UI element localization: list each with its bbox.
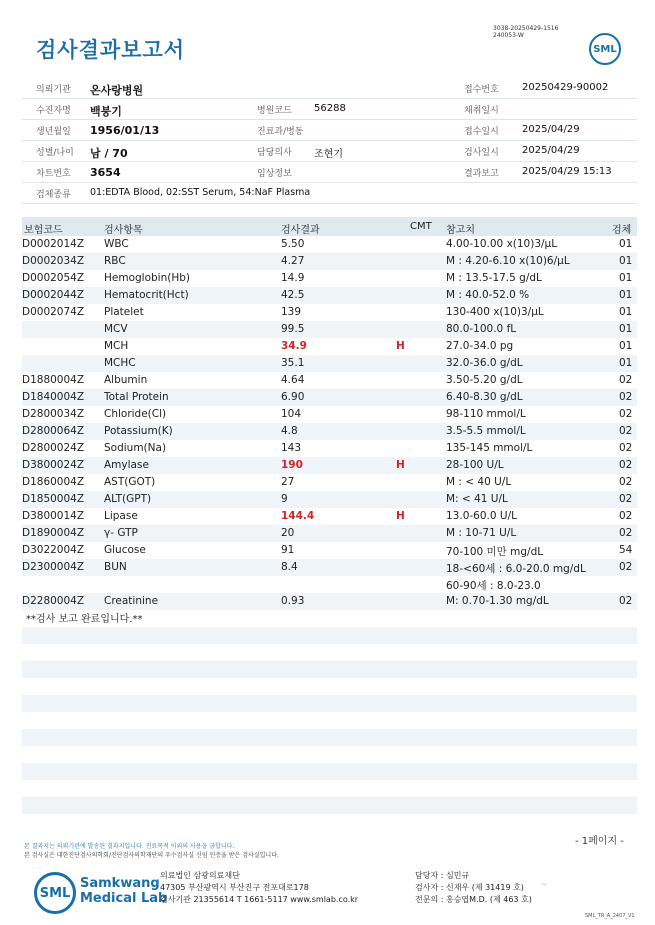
tested-label: 검사일시 <box>464 148 499 158</box>
cell-code: D2800034Z <box>22 408 85 420</box>
cell-result: 4.27 <box>281 255 305 267</box>
cell-code: D1890004Z <box>22 527 85 539</box>
name-label: 수진자명 <box>36 106 71 116</box>
cell-specimen: 02 <box>619 442 633 454</box>
cell-flag: H <box>396 340 405 352</box>
chart-value: 3654 <box>90 166 121 179</box>
cell-reference: 70-100 미만 mg/dL <box>446 546 544 558</box>
cell-result: 4.64 <box>281 374 305 386</box>
table-row <box>22 236 637 253</box>
cell-specimen: 02 <box>619 527 633 539</box>
doctor-value: 조현기 <box>314 149 343 160</box>
cell-result: 4.8 <box>281 425 298 437</box>
document-id <box>493 25 558 39</box>
cell-result: 144.4 <box>281 510 315 522</box>
cell-reference: 4.00-10.00 x(10)3/μL <box>446 238 558 250</box>
cell-reference: M : 10-71 U/L <box>446 527 517 539</box>
table-row <box>22 253 637 270</box>
col-code-header: 보험코드 <box>24 225 63 236</box>
chart-label: 차트번호 <box>36 169 71 179</box>
cell-specimen: 02 <box>619 595 633 607</box>
org-address: 47305 부산광역시 부산진구 전포대로178 <box>160 883 309 892</box>
table-row <box>22 593 637 610</box>
cell-code: D1850004Z <box>22 493 85 505</box>
cell-flag: H <box>396 459 405 471</box>
table-row <box>22 457 637 474</box>
cell-reference: 98-110 mmol/L <box>446 408 526 420</box>
cell-result: 34.9 <box>281 340 307 352</box>
cell-item: Lipase <box>104 510 138 522</box>
cell-item: BUN <box>104 561 127 573</box>
table-row <box>22 559 637 576</box>
cell-result: 104 <box>281 408 302 420</box>
col-specimen-header: 검체 <box>612 225 632 236</box>
cell-reference: 60-90세 : 8.0-23.0 <box>446 580 541 592</box>
cell-item: Platelet <box>104 306 144 318</box>
cell-result: 5.50 <box>281 238 305 250</box>
org-name: 의료법인 삼광의료재단 <box>160 871 240 880</box>
tested-value: 2025/04/29 <box>522 145 580 156</box>
cell-code: D3022004Z <box>22 544 85 556</box>
cell-result: 27 <box>281 476 295 488</box>
cell-result: 0.93 <box>281 595 305 607</box>
cell-result: 9 <box>281 493 288 505</box>
table-row <box>22 270 637 287</box>
cell-code: D0002014Z <box>22 238 85 250</box>
org-contact: 검사기관 21355614 T 1661-5117 www.smlab.co.kr <box>160 895 359 904</box>
cell-specimen: 01 <box>619 289 633 301</box>
cell-specimen: 01 <box>619 272 633 284</box>
info-row <box>22 162 637 183</box>
cell-specimen: 01 <box>619 255 633 267</box>
table-row <box>22 338 637 355</box>
hospital-code-label: 병원코드 <box>257 106 292 116</box>
cell-item: Sodium(Na) <box>104 442 167 454</box>
results-table-body <box>22 236 637 610</box>
table-row <box>22 372 637 389</box>
patient-info <box>22 78 637 204</box>
col-ref-header: 참고치 <box>446 225 475 236</box>
table-row <box>22 304 637 321</box>
footer-sml-logo: SML <box>34 872 76 914</box>
brand-line1: Samkwang <box>80 876 160 891</box>
info-row <box>22 78 637 99</box>
table-row <box>22 440 637 457</box>
cell-item: Potassium(K) <box>104 425 173 437</box>
cell-specimen: 01 <box>619 323 633 335</box>
cell-result: 20 <box>281 527 295 539</box>
received-value: 2025/04/29 <box>522 124 580 135</box>
empty-band <box>22 763 637 780</box>
reported-label: 결과보고 <box>464 169 499 179</box>
doc-id-line1: 3038-20250429-1516 <box>493 25 559 32</box>
footer-notes <box>24 842 279 860</box>
cell-reference: 6.40-8.30 g/dL <box>446 391 523 403</box>
dept-label: 진료과/병동 <box>257 127 304 137</box>
cell-item: RBC <box>104 255 126 267</box>
table-row <box>22 576 637 593</box>
received-label: 접수일시 <box>464 127 499 137</box>
cell-reference: M: 0.70-1.30 mg/dL <box>446 595 549 607</box>
dob-value: 1956/01/13 <box>90 124 160 137</box>
table-row <box>22 406 637 423</box>
cell-reference: 32.0-36.0 g/dL <box>446 357 523 369</box>
cell-specimen: 02 <box>619 476 633 488</box>
empty-band <box>22 729 637 746</box>
sml-logo: SML <box>589 33 621 65</box>
table-row <box>22 525 637 542</box>
table-row <box>22 542 637 559</box>
footer-note-2: 본 검사실은 대한진단검사의학회/진단검사의학재단의 우수검사실 신임 인증을 받은 검사실입니다. <box>24 852 279 859</box>
cell-reference: 27.0-34.0 pg <box>446 340 514 352</box>
cell-item: Amylase <box>104 459 149 471</box>
name-value: 백붕기 <box>90 105 122 118</box>
cell-item: ALT(GPT) <box>104 493 152 505</box>
staff-specialist: 전문의 : 홍승엽M.D. (제 463 호) <box>415 895 532 904</box>
empty-row-bands <box>22 627 637 831</box>
cell-code: D3800014Z <box>22 510 85 522</box>
cell-reference: M : 40.0-52.0 % <box>446 289 530 301</box>
hospital-code-value: 56288 <box>314 103 346 114</box>
cell-item: Creatinine <box>104 595 159 607</box>
col-cmt-header: CMT <box>410 221 432 232</box>
specimen-value: 01:EDTA Blood, 02:SST Serum, 54:NaF Plasma <box>90 187 311 198</box>
info-row <box>22 183 637 204</box>
cell-code: D0002054Z <box>22 272 85 284</box>
cell-code: D1880004Z <box>22 374 85 386</box>
cell-result: 8.4 <box>281 561 298 573</box>
receipt-no-label: 접수번호 <box>464 85 499 95</box>
cell-item: WBC <box>104 238 129 250</box>
cell-result: 6.90 <box>281 391 305 403</box>
institution-value: 온사랑병원 <box>90 84 144 97</box>
cell-specimen: 02 <box>619 510 633 522</box>
cell-result: 139 <box>281 306 302 318</box>
cell-code: D3800024Z <box>22 459 85 471</box>
info-row <box>22 141 637 162</box>
cell-code: D2800024Z <box>22 442 85 454</box>
table-row <box>22 508 637 525</box>
cell-reference: 3.50-5.20 g/dL <box>446 374 523 386</box>
cell-item: Hematocrit(Hct) <box>104 289 189 301</box>
specimen-label: 검체종류 <box>36 190 71 200</box>
info-row <box>22 99 637 120</box>
brand-line2: Medical Lab <box>80 891 168 906</box>
col-result-header: 검사결과 <box>281 225 320 236</box>
cell-result: 99.5 <box>281 323 305 335</box>
cell-specimen: 02 <box>619 374 633 386</box>
footer-staff <box>415 870 532 906</box>
col-item-header: 검사항목 <box>104 225 143 236</box>
table-row <box>22 355 637 372</box>
cell-result: 35.1 <box>281 357 305 369</box>
form-code: SML_TR_A_2407_V1 <box>585 913 635 919</box>
cell-code: D0002044Z <box>22 289 85 301</box>
cell-reference: 18-<60세 : 6.0-20.0 mg/dL <box>446 563 586 575</box>
cell-specimen: 02 <box>619 493 633 505</box>
cell-reference: M: < 41 U/L <box>446 493 508 505</box>
cell-flag: H <box>396 510 405 522</box>
collect-label: 채취일시 <box>464 106 499 116</box>
cell-code: D1840004Z <box>22 391 85 403</box>
empty-band <box>22 627 637 644</box>
staff-manager: 담당자 : 심민규 <box>415 871 470 880</box>
cell-code: D2300004Z <box>22 561 85 573</box>
cell-result: 42.5 <box>281 289 305 301</box>
cell-reference: 3.5-5.5 mmol/L <box>446 425 526 437</box>
cell-specimen: 01 <box>619 340 633 352</box>
sex-age-label: 성별/나이 <box>36 148 74 158</box>
report-title: 검사결과보고서 <box>36 38 186 62</box>
empty-band <box>22 661 637 678</box>
cell-result: 14.9 <box>281 272 305 284</box>
cell-specimen: 02 <box>619 561 633 573</box>
cell-specimen: 02 <box>619 425 633 437</box>
dob-label: 생년월일 <box>36 127 71 137</box>
doc-id-line2: 240053-W <box>493 32 524 39</box>
cell-reference: M : 4.20-6.10 x(10)6/μL <box>446 255 570 267</box>
table-row <box>22 491 637 508</box>
receipt-no-value: 20250429-90002 <box>522 82 609 93</box>
cell-specimen: 01 <box>619 238 633 250</box>
empty-band <box>22 797 637 814</box>
cell-code: D1860004Z <box>22 476 85 488</box>
cell-reference: 80.0-100.0 fL <box>446 323 517 335</box>
cell-result: 190 <box>281 459 303 471</box>
report-complete-note: **검사 보고 완료입니다.** <box>26 614 143 625</box>
cell-reference: 130-400 x(10)3/μL <box>446 306 544 318</box>
table-row <box>22 423 637 440</box>
cell-result: 91 <box>281 544 295 556</box>
cell-code: D0002074Z <box>22 306 85 318</box>
cell-specimen: 01 <box>619 357 633 369</box>
institution-label: 의뢰기관 <box>36 85 71 95</box>
cell-code: D0002034Z <box>22 255 85 267</box>
cell-result: 143 <box>281 442 302 454</box>
cell-reference: M : 13.5-17.5 g/dL <box>446 272 542 284</box>
staff-tester: 검사자 : 신재우 (제 31419 호) <box>415 883 524 892</box>
doctor-label: 담당의사 <box>257 148 292 158</box>
cell-specimen: 02 <box>619 459 633 471</box>
reported-value: 2025/04/29 15:13 <box>522 166 612 177</box>
cell-reference: 13.0-60.0 U/L <box>446 510 517 522</box>
cell-item: MCH <box>104 340 129 352</box>
table-row <box>22 389 637 406</box>
cell-item: Total Protein <box>104 391 169 403</box>
footer-brand <box>80 876 167 906</box>
cell-specimen: 54 <box>619 544 633 556</box>
cell-code: D2280004Z <box>22 595 85 607</box>
cell-specimen: 02 <box>619 391 633 403</box>
cell-reference: M : < 40 U/L <box>446 476 512 488</box>
table-row <box>22 287 637 304</box>
cell-item: MCHC <box>104 357 136 369</box>
cell-item: Albumin <box>104 374 148 386</box>
footer-address <box>160 870 358 906</box>
cell-code: D2800064Z <box>22 425 85 437</box>
cell-item: MCV <box>104 323 128 335</box>
table-row <box>22 474 637 491</box>
footer-note-1: 본 결과지는 의뢰기관에 발송된 결과지입니다. 진료목적 이외의 사용을 금합니다. <box>24 843 235 850</box>
table-row <box>22 321 637 338</box>
sex-age-value: 남 / 70 <box>90 147 128 160</box>
cell-item: Hemoglobin(Hb) <box>104 272 191 284</box>
cell-specimen: 02 <box>619 408 633 420</box>
cell-reference: 135-145 mmol/L <box>446 442 533 454</box>
cell-reference: 28-100 U/L <box>446 459 504 471</box>
cell-item: Glucose <box>104 544 146 556</box>
results-table-header <box>22 217 637 236</box>
cell-item: γ- GTP <box>104 527 138 539</box>
info-row <box>22 120 637 141</box>
empty-band <box>22 695 637 712</box>
cell-item: AST(GOT) <box>104 476 156 488</box>
cell-specimen: 01 <box>619 306 633 318</box>
clinical-label: 임상정보 <box>257 169 292 179</box>
signature-mark: ~ <box>540 880 548 890</box>
cell-item: Chloride(Cl) <box>104 408 167 420</box>
page-number: - 1페이지 - <box>575 836 624 847</box>
